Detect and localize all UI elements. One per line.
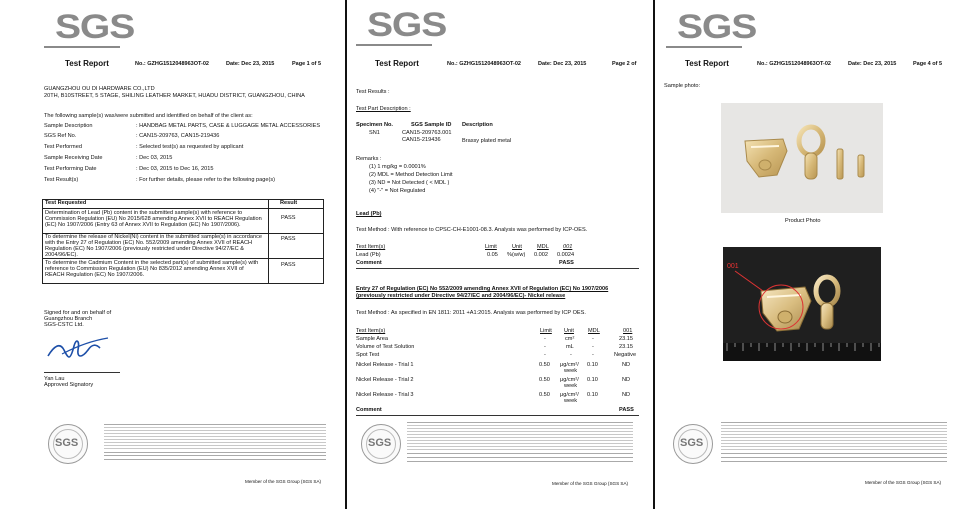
table-cell: Determination of Lead (Pb) content in the submitted sample(s) with reference to [45, 210, 243, 216]
lead-row-limit: 0.05 [487, 252, 498, 258]
ni-row-001: Negative [614, 352, 637, 358]
measurement-photo [723, 247, 881, 361]
ruler-measurement-image [723, 247, 881, 361]
description-header: Description [462, 122, 493, 128]
lead-row-item: Lead (Pb) [356, 252, 381, 258]
sample-photo-label: Sample photo: [664, 83, 701, 89]
signed-on-behalf: Signed for and on behalf of [44, 310, 112, 316]
logo-underline [44, 46, 120, 48]
field-label: Test Result(s) [44, 177, 79, 183]
footer-member: Member of the SGS Group (SGS SA) [245, 479, 322, 484]
report-page-1 [0, 0, 345, 509]
lead-row-unit: %(w/w) [507, 252, 526, 258]
ni-row-001: 23.15 [619, 336, 633, 342]
report-title: Test Report [375, 59, 419, 68]
report-number: No.: GZHG1512048963OT-02 [447, 61, 521, 67]
lead-row-mdl: 0.002 [534, 252, 548, 258]
ni-row-unit-week: week [564, 383, 578, 389]
ni-comment-label: Comment [356, 407, 382, 413]
company-name: SGS-CSTC Ltd. [44, 322, 84, 328]
ni-row-limit: 0.50 [539, 377, 550, 383]
ni-row-001: 23.15 [619, 344, 633, 350]
remark-item: (3) ND = Not Detected ( < MDL ) [369, 180, 450, 186]
lead-col-mdl: MDL [537, 244, 549, 250]
nickel-table-rule [356, 415, 639, 416]
ni-row-mdl: 0.10 [587, 392, 598, 398]
legal-fine-print [721, 421, 947, 465]
lead-comment-label: Comment [356, 260, 382, 266]
signature-image [44, 332, 114, 366]
ni-col-unit: Unit [564, 328, 574, 334]
report-number: No.: GZHG1512048963OT-02 [757, 61, 831, 67]
test-part-heading: Test Part Description : [356, 106, 411, 112]
field-label: Sample Description [44, 123, 93, 129]
nickel-section-title-2: (previously restricted under Directive 94/27/EC and 2004/96/EC)- Nickel release [356, 293, 566, 299]
page-number: Page 1 of 5 [292, 61, 322, 67]
ni-row-unit: mL [566, 344, 574, 350]
legal-fine-print [104, 423, 326, 463]
sample-tag-001: 001 [727, 263, 739, 270]
ni-row-item: Nickel Release - Trial 3 [356, 392, 414, 398]
field-label: Test Performing Date [44, 166, 97, 172]
table-cell: with the Entry 27 of Regulation (EC) No. 552/2009 amending Annex XVII of REACH [45, 240, 253, 246]
sgs-seal-icon: SGS [48, 424, 88, 464]
specimen-header: Specimen No. [356, 122, 393, 128]
ni-row-001: ND [622, 392, 631, 398]
remark-item: (4) "-" = Not Regulated [369, 188, 426, 194]
remark-item: (2) MDL = Method Detection Limit [369, 172, 453, 178]
test-results-heading: Test Results : [356, 89, 390, 95]
ni-col-item: Test Item(s) [356, 328, 386, 334]
ni-row-item: Spot Test [356, 352, 380, 358]
ni-col-mdl: MDL [588, 328, 600, 334]
ni-row-item: Nickel Release - Trial 2 [356, 377, 414, 383]
field-label: SGS Ref No. [44, 133, 77, 139]
table-cell: 2004/96/EC). [45, 252, 78, 258]
report-date: Date: Dec 23, 2015 [538, 61, 587, 67]
signer-name: Yan Lau [44, 376, 65, 382]
signer-role: Approved Signatory [44, 382, 94, 388]
sample-description: Brassy plated metal [462, 138, 512, 144]
signature-line [44, 372, 120, 373]
logo-underline [666, 46, 742, 48]
lead-col-item: Test Item(s) [356, 244, 386, 250]
ni-col-001: 001 [623, 328, 633, 334]
ni-row-mdl: - [592, 336, 594, 342]
logo-underline [356, 44, 432, 46]
report-date: Date: Dec 23, 2015 [848, 61, 897, 67]
table-cell-result: PASS [281, 215, 296, 221]
product-photo [721, 103, 883, 213]
field-value: : Selected test(s) as requested by applicant [136, 144, 244, 150]
ni-row-mdl: - [592, 352, 594, 358]
ni-row-limit: 0.50 [539, 392, 550, 398]
field-label: Sample Receiving Date [44, 155, 103, 161]
lead-section-title: Lead (Pb) [356, 211, 382, 217]
ni-row-001: ND [622, 377, 631, 383]
field-value: : Dec 03, 2015 to Dec 16, 2015 [136, 166, 214, 172]
ni-row-unit: μg/cm²/ [560, 392, 579, 398]
table-cell: reference to Commission Regulation (EU) No 835/2012 amending Annex XVII of [45, 266, 244, 272]
client-name: GUANGZHOU OU DI HARDWARE CO.,LTD [44, 86, 155, 92]
ni-row-item: Volume of Test Solution [356, 344, 415, 350]
table-cell: Commission Regulation (EU) No 2015/628 amending Annex XVII to REACH Regulation [45, 216, 262, 222]
sample-id: CAN15-219436 [402, 137, 441, 143]
nickel-section-title: Entry 27 of Regulation (EC) No 552/2009 amending Annex XVII of Regulation (EC) No 1907/2006 [356, 286, 609, 292]
field-value: : For further details, please refer to the following page(s) [136, 177, 275, 183]
field-value: : Dec 03, 2015 [136, 155, 173, 161]
specimen-no: SN1 [369, 130, 380, 136]
ni-col-limit: Limit [540, 328, 552, 334]
ni-row-mdl: 0.10 [587, 362, 598, 368]
table-header-requested: Test Requested [45, 200, 87, 206]
client-address: 20TH, B10STREET, 5 STAGE, SHILING LEATHER MARKET, HUADU DISTRICT, GUANGZHOU, CHINA [44, 93, 305, 99]
legal-fine-print [407, 421, 633, 465]
ni-row-mdl: 0.10 [587, 377, 598, 383]
report-number: No.: GZHG1512048963OT-02 [135, 61, 209, 67]
lead-col-limit: Limit [485, 244, 497, 250]
report-page-2 [347, 0, 653, 509]
ni-row-unit: μg/cm²/ [560, 377, 579, 383]
table-cell: To determine the Cadmium Content in the selected part(s) of submitted sample(s) with [45, 260, 259, 266]
lead-row-001: 0.0024 [557, 252, 575, 258]
report-title: Test Report [685, 59, 729, 68]
lead-col-unit: Unit [512, 244, 522, 250]
hardware-parts-image [721, 103, 883, 213]
footer-member: Member of the SGS Group (SGS SA) [865, 480, 942, 485]
ni-row-unit-week: week [564, 398, 578, 404]
report-title: Test Report [65, 59, 109, 68]
report-page-3 [655, 0, 967, 509]
sample-id-header: SGS Sample ID [411, 122, 452, 128]
lead-test-method: Test Method : With reference to CPSC-CH-E1001-08.3. Analysis was performed by ICP-OES. [356, 227, 588, 233]
branch-name: Guangzhou Branch [44, 316, 93, 322]
ni-row-unit: - [570, 352, 572, 358]
table-cell: (EC) No 1907/2006 (Entry 63 of Annex XVII to Regulation (EC) No 1907/2006). [45, 222, 241, 228]
footer-member: Member of the SGS Group (SGS SA) [552, 481, 629, 486]
lead-comment-value: PASS [559, 260, 574, 266]
table-cell: REACH Regulation (EC) No 1907/2006. [45, 272, 145, 278]
report-date: Date: Dec 23, 2015 [226, 61, 275, 67]
field-label: Test Performed [44, 144, 82, 150]
nickel-test-method: Test Method : As specified in EN 1811: 2011 +A1:2015. Analysis was performed by ICP OES. [356, 310, 586, 316]
table-cell: To determine the release of Nickel(Ni) content in the submitted sample(s) in accordance [45, 234, 263, 240]
ni-row-001: ND [622, 362, 631, 368]
ni-row-mdl: - [592, 344, 594, 350]
ni-row-item: Nickel Release - Trial 1 [356, 362, 414, 368]
remarks-title: Remarks : [356, 156, 382, 162]
table-cell: Regulation (EC) No 1907/2006 (previously restricted under Directive 94/27/EC & [45, 246, 244, 252]
page-number: Page 4 of 5 [913, 61, 943, 67]
ni-row-limit: - [544, 336, 546, 342]
page-number: Page 2 of [612, 61, 637, 67]
field-value: : CAN15-209763, CAN15-219436 [136, 133, 220, 139]
sgs-logo: SGS [55, 8, 135, 46]
ni-row-limit: - [544, 352, 546, 358]
ni-row-unit-week: week [564, 368, 578, 374]
field-value: : HANDBAG METAL PARTS, CASE & LUGGAGE METAL ACCESSORIES [136, 123, 321, 129]
sgs-seal-icon: SGS [673, 424, 713, 464]
sgs-seal-icon: SGS [361, 424, 401, 464]
intro-text: The following sample(s) was/were submitted and identified on behalf of the client as: [44, 113, 253, 119]
ni-row-unit: cm² [565, 336, 575, 342]
remark-item: (1) 1 mg/kg = 0.0001% [369, 164, 426, 170]
lead-table-rule [356, 268, 639, 269]
ni-row-limit: - [544, 344, 546, 350]
lead-col-001: 001 [563, 244, 573, 250]
sgs-logo: SGS [367, 6, 447, 44]
table-cell-result: PASS [281, 262, 296, 268]
ni-row-unit: μg/cm²/ [560, 362, 579, 368]
table-cell-result: PASS [281, 236, 296, 242]
ni-comment-value: PASS [619, 407, 634, 413]
sample-id: CAN15-209763.001 [402, 130, 452, 136]
table-header-result: Result [280, 200, 298, 206]
ni-row-limit: 0.50 [539, 362, 550, 368]
ni-row-item: Sample Area [356, 336, 389, 342]
photo-caption: Product Photo [785, 218, 821, 224]
sgs-logo: SGS [677, 8, 757, 46]
